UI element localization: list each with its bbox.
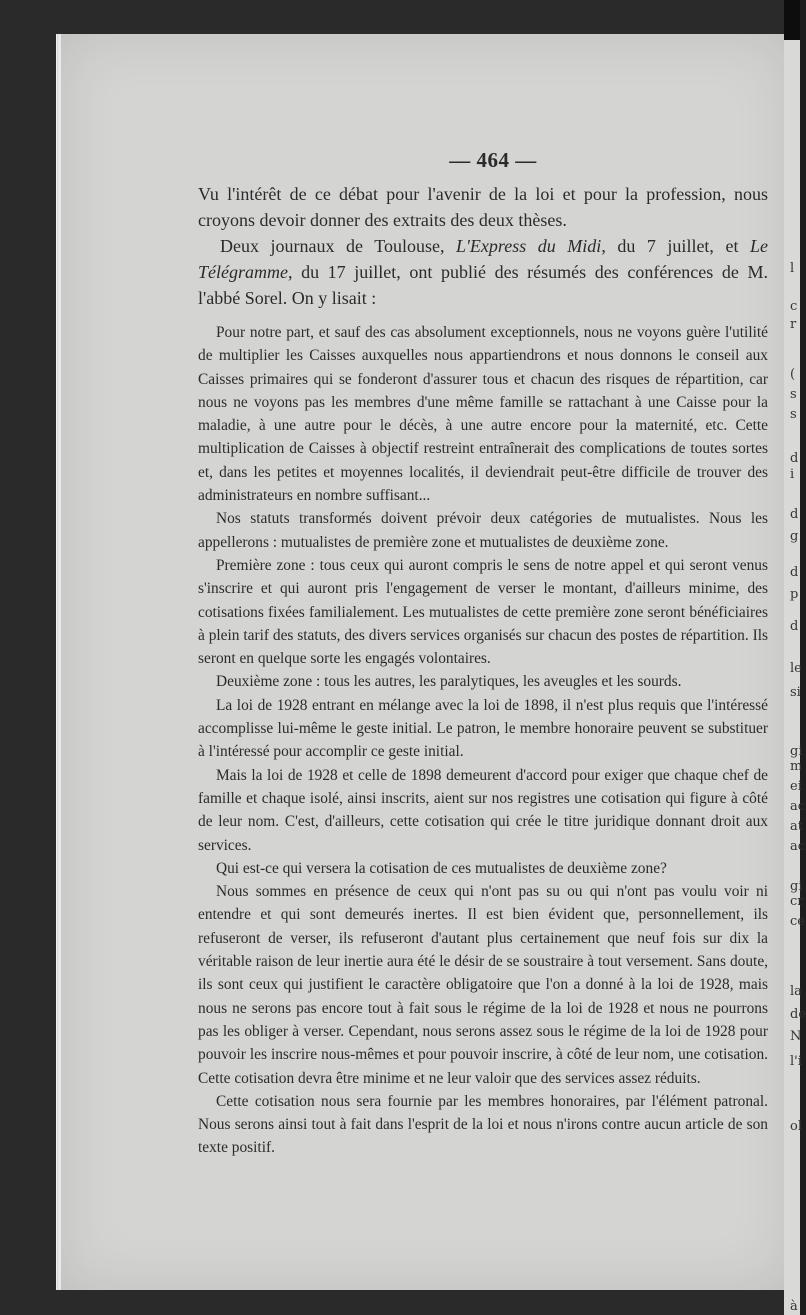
margin-fragment: cr xyxy=(790,894,804,909)
intro-section xyxy=(198,181,768,311)
margin-fragment: i xyxy=(790,467,795,482)
margin-fragment: d xyxy=(790,451,799,466)
newspaper-title: Le Télégramme xyxy=(198,236,769,282)
intro-paragraph-1: Vu l'intérêt de ce débat pour l'avenir de la loi et pour la profession, nous croyons devoir donner des extraits des deux thèses. xyxy=(198,184,768,230)
margin-fragment: si xyxy=(790,685,801,700)
intro-text: , du 17 juillet, ont publié des résumés des conférences de M. l'abbé Sorel. On y lisait : xyxy=(198,262,768,308)
margin-fragment: ei xyxy=(790,779,802,794)
quote-paragraph: Nous sommes en présence de ceux qui n'ont pas su ou qui n'ont pas voulu voir ni entendre et qui sont demeurés inertes. Il est bien évident que, personnellement, ils refuseront de verser, ils refuseront d'autant plus certainement que neuf fois sur dix la véritable raison de leur inertie aura été le désir de se soustraire à tout versement. Sans doute, ils sont ceux qui justifient le caractère obligatoire que l'on a donné à la loi de 1928, mais nous ne serons pas encore tout à fait sous le régime de la loi de 1928 et nous ne pourrons pas les obliger à verser. Cependant, nous serons assez sous le régime de la loi de 1928 pour pouvoir les inscrire nous-mêmes et pour pouvoir inscrire, à côté de leur nom, une cotisation. Cette cotisation devra être minime et ne leur valoir que des services assez réduits. xyxy=(198,883,768,1087)
margin-fragment: gi xyxy=(790,744,803,759)
margin-fragment: s xyxy=(790,387,797,402)
margin-fragment: d xyxy=(790,619,799,634)
margin-fragment: d xyxy=(790,507,799,522)
quote-paragraph: Pour notre part, et sauf des cas absolument exceptionnels, nous ne voyons guère l'utilité de multiplier les Caisses auxquelles nous appartiendrons et nous donnons le conseil aux Caisses primaires qui se fonderont d'assurer tous et chacun des risques de répartition, car nous ne voyons pas les membres d'une même famille se rattachant à une Caisse pour la maladie, à une autre pour le décès, à une autre encore pour la maternité, etc. Cette multiplication de Caisses à objectif restreint entraînerait des complications de toutes sortes et, dans les petites et moyennes localités, il deviendrait peut-être difficile de trouver des administrateurs en nombre suffisant... xyxy=(198,324,768,505)
margin-fragment: l'i xyxy=(790,1054,802,1069)
margin-fragment: r xyxy=(790,317,797,332)
quote-paragraph: Première zone : tous ceux qui auront compris le sens de notre appel et qui seront venus s'inscrire et qui auront pris l'engagement de verser le montant, d'ailleurs minime, des cotisations fixées familialement. Les mutualistes de cette première zone seront bénéficiaires à plein tarif des statuts, des divers services organisés sur chacun des postes de répartition. Ils seront en quelque sorte les engagés volontaires. xyxy=(198,556,768,668)
quote-paragraph: Cette cotisation nous sera fournie par les membres honoraires, par l'élément patronal. Nous serons ainsi tout à fait dans l'esprit de la loi et nous n'irons contre aucun article de son texte positif. xyxy=(198,1092,768,1157)
margin-fragment: c xyxy=(790,299,798,314)
margin-fragment: at xyxy=(790,819,803,834)
quote-paragraph: Mais la loi de 1928 et celle de 1898 demeurent d'accord pour exiger que chaque chef de famille et chaque isolé, ainsi inscrits, aient sur nos registres une cotisation qui figure à côté de leur nom. C'est, d'ailleurs, cette cotisation qui crée le titre juridique donnant droit aux services. xyxy=(198,766,768,854)
intro-text: , du 7 juillet, et xyxy=(601,236,751,256)
newspaper-title: L'Express du Midi xyxy=(456,236,602,256)
facing-page-strip xyxy=(784,0,800,1315)
margin-fragment: ac xyxy=(790,839,806,854)
margin-fragment: ( xyxy=(790,367,796,382)
margin-fragment: s xyxy=(790,407,797,422)
margin-fragment: ce xyxy=(790,914,805,929)
binding-shadow xyxy=(784,0,800,40)
quote-paragraph: Qui est-ce qui versera la cotisation de ces mutualistes de deuxième zone? xyxy=(216,859,667,877)
margin-fragment: la xyxy=(790,984,802,999)
intro-paragraph-2 xyxy=(198,233,768,311)
margin-fragment: l xyxy=(790,261,795,276)
quote-paragraph: La loi de 1928 entrant en mélange avec la loi de 1898, il n'est plus requis que l'intéressé accomplisse lui-même le geste initial. Le patron, le membre honoraire peuvent se substituer à l'intéressé pour accomplir ce geste initial. xyxy=(198,696,768,761)
margin-fragment: gi xyxy=(790,879,803,894)
margin-fragment: m xyxy=(790,759,803,774)
quote-paragraph: Deuxième zone : tous les autres, les paralytiques, les aveugles et les sourds. xyxy=(216,673,682,691)
margin-fragment: g xyxy=(790,529,799,544)
margin-fragment: d xyxy=(790,565,799,580)
margin-fragment: à xyxy=(790,1299,798,1314)
margin-fragment: N xyxy=(790,1029,802,1044)
margin-fragment: le xyxy=(790,661,802,676)
intro-text: Deux journaux de Toulouse, xyxy=(220,236,457,256)
margin-fragment: p xyxy=(790,587,799,602)
margin-fragment: ac xyxy=(790,799,806,814)
page-content xyxy=(198,148,768,1160)
quote-paragraph: Nos statuts transformés doivent prévoir deux catégories de mutualistes. Nous les appellerons : mutualistes de première zone et mutualistes de deuxième zone. xyxy=(198,510,768,551)
quoted-excerpt xyxy=(198,321,768,1160)
margin-fragment: ol xyxy=(790,1119,802,1134)
page-number: — 464 — xyxy=(449,148,537,172)
margin-fragment: de xyxy=(790,1007,806,1022)
